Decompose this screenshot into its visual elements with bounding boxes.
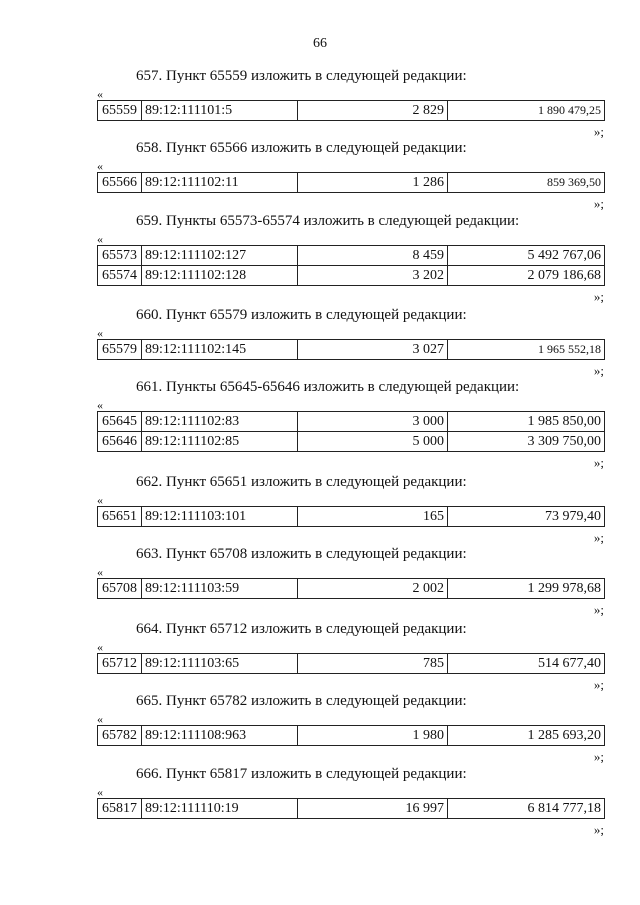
area-cell: 3 000 — [298, 412, 448, 432]
cadastral-number-cell: 89:12:111108:963 — [142, 726, 298, 746]
table-row — [98, 412, 605, 432]
land-plot-table — [97, 725, 605, 746]
area-cell: 3 202 — [298, 266, 448, 286]
table-row — [98, 101, 605, 121]
land-plot-table — [97, 653, 605, 674]
cadastral-number-cell: 89:12:111110:19 — [142, 799, 298, 819]
area-cell: 785 — [298, 654, 448, 674]
row-number-cell: 65646 — [98, 432, 142, 452]
area-cell: 165 — [298, 507, 448, 527]
row-number-cell: 65708 — [98, 579, 142, 599]
cadastral-cost-cell: 3 309 750,00 — [448, 432, 605, 452]
cadastral-cost-cell: 2 079 186,68 — [448, 266, 605, 286]
amendment-heading: 665. Пункт 65782 изложить в следующей редакции: — [136, 693, 467, 709]
amendment-heading: 663. Пункт 65708 изложить в следующей редакции: — [136, 546, 467, 562]
cadastral-cost-cell: 1 985 850,00 — [448, 412, 605, 432]
amendment-heading: 662. Пункт 65651 изложить в следующей редакции: — [136, 474, 467, 490]
opening-quote: « — [97, 159, 103, 173]
opening-quote: « — [97, 640, 103, 654]
row-number-cell: 65559 — [98, 101, 142, 121]
land-plot-table — [97, 798, 605, 819]
amendment-heading: 666. Пункт 65817 изложить в следующей редакции: — [136, 766, 467, 782]
closing-quote: »; — [593, 196, 604, 211]
cadastral-number-cell: 89:12:111102:145 — [142, 340, 298, 360]
cadastral-cost-cell: 1 285 693,20 — [448, 726, 605, 746]
opening-quote: « — [97, 232, 103, 246]
table-row — [98, 340, 605, 360]
area-cell: 1 286 — [298, 173, 448, 193]
area-cell: 8 459 — [298, 246, 448, 266]
amendment-heading: 664. Пункт 65712 изложить в следующей редакции: — [136, 621, 467, 637]
amendment-heading: 661. Пункты 65645-65646 изложить в следующей редакции: — [136, 379, 520, 395]
cadastral-number-cell: 89:12:111102:127 — [142, 246, 298, 266]
closing-quote: »; — [593, 530, 604, 545]
land-plot-table — [97, 100, 605, 121]
cadastral-cost-cell: 859 369,50 — [448, 173, 605, 193]
cadastral-number-cell: 89:12:111103:65 — [142, 654, 298, 674]
land-plot-table — [97, 411, 605, 452]
closing-quote: »; — [593, 124, 604, 139]
table-row — [98, 173, 605, 193]
row-number-cell: 65579 — [98, 340, 142, 360]
amendment-heading: 657. Пункт 65559 изложить в следующей редакции: — [136, 68, 467, 84]
amendment-heading: 658. Пункт 65566 изложить в следующей редакции: — [136, 140, 467, 156]
land-plot-table — [97, 172, 605, 193]
row-number-cell: 65782 — [98, 726, 142, 746]
row-number-cell: 65712 — [98, 654, 142, 674]
land-plot-table — [97, 578, 605, 599]
closing-quote: »; — [593, 289, 604, 304]
cadastral-number-cell: 89:12:111103:101 — [142, 507, 298, 527]
cadastral-number-cell: 89:12:111101:5 — [142, 101, 298, 121]
opening-quote: « — [97, 493, 103, 507]
land-plot-table — [97, 245, 605, 286]
opening-quote: « — [97, 398, 103, 412]
amendment-heading: 660. Пункт 65579 изложить в следующей редакции: — [136, 307, 467, 323]
opening-quote: « — [97, 785, 103, 799]
cadastral-cost-cell: 5 492 767,06 — [448, 246, 605, 266]
cadastral-number-cell: 89:12:111103:59 — [142, 579, 298, 599]
closing-quote: »; — [593, 677, 604, 692]
row-number-cell: 65573 — [98, 246, 142, 266]
land-plot-table — [97, 506, 605, 527]
opening-quote: « — [97, 87, 103, 101]
cadastral-number-cell: 89:12:111102:85 — [142, 432, 298, 452]
table-row — [98, 507, 605, 527]
table-row — [98, 246, 605, 266]
table-row — [98, 579, 605, 599]
land-plot-table — [97, 339, 605, 360]
area-cell: 5 000 — [298, 432, 448, 452]
opening-quote: « — [97, 712, 103, 726]
table-row — [98, 726, 605, 746]
table-row — [98, 654, 605, 674]
row-number-cell: 65574 — [98, 266, 142, 286]
cadastral-number-cell: 89:12:111102:11 — [142, 173, 298, 193]
opening-quote: « — [97, 326, 103, 340]
closing-quote: »; — [593, 363, 604, 378]
opening-quote: « — [97, 565, 103, 579]
cadastral-cost-cell: 514 677,40 — [448, 654, 605, 674]
cadastral-number-cell: 89:12:111102:83 — [142, 412, 298, 432]
area-cell: 3 027 — [298, 340, 448, 360]
cadastral-cost-cell: 1 299 978,68 — [448, 579, 605, 599]
area-cell: 2 829 — [298, 101, 448, 121]
page-number: 66 — [313, 36, 327, 51]
table-row — [98, 266, 605, 286]
row-number-cell: 65817 — [98, 799, 142, 819]
cadastral-cost-cell: 1 890 479,25 — [448, 101, 605, 121]
closing-quote: »; — [593, 749, 604, 764]
cadastral-cost-cell: 1 965 552,18 — [448, 340, 605, 360]
area-cell: 1 980 — [298, 726, 448, 746]
closing-quote: »; — [593, 455, 604, 470]
area-cell: 16 997 — [298, 799, 448, 819]
table-row — [98, 799, 605, 819]
closing-quote: »; — [593, 602, 604, 617]
row-number-cell: 65645 — [98, 412, 142, 432]
cadastral-cost-cell: 73 979,40 — [448, 507, 605, 527]
amendment-heading: 659. Пункты 65573-65574 изложить в следующей редакции: — [136, 213, 520, 229]
row-number-cell: 65566 — [98, 173, 142, 193]
closing-quote: »; — [593, 822, 604, 837]
cadastral-cost-cell: 6 814 777,18 — [448, 799, 605, 819]
cadastral-number-cell: 89:12:111102:128 — [142, 266, 298, 286]
table-row — [98, 432, 605, 452]
area-cell: 2 002 — [298, 579, 448, 599]
row-number-cell: 65651 — [98, 507, 142, 527]
